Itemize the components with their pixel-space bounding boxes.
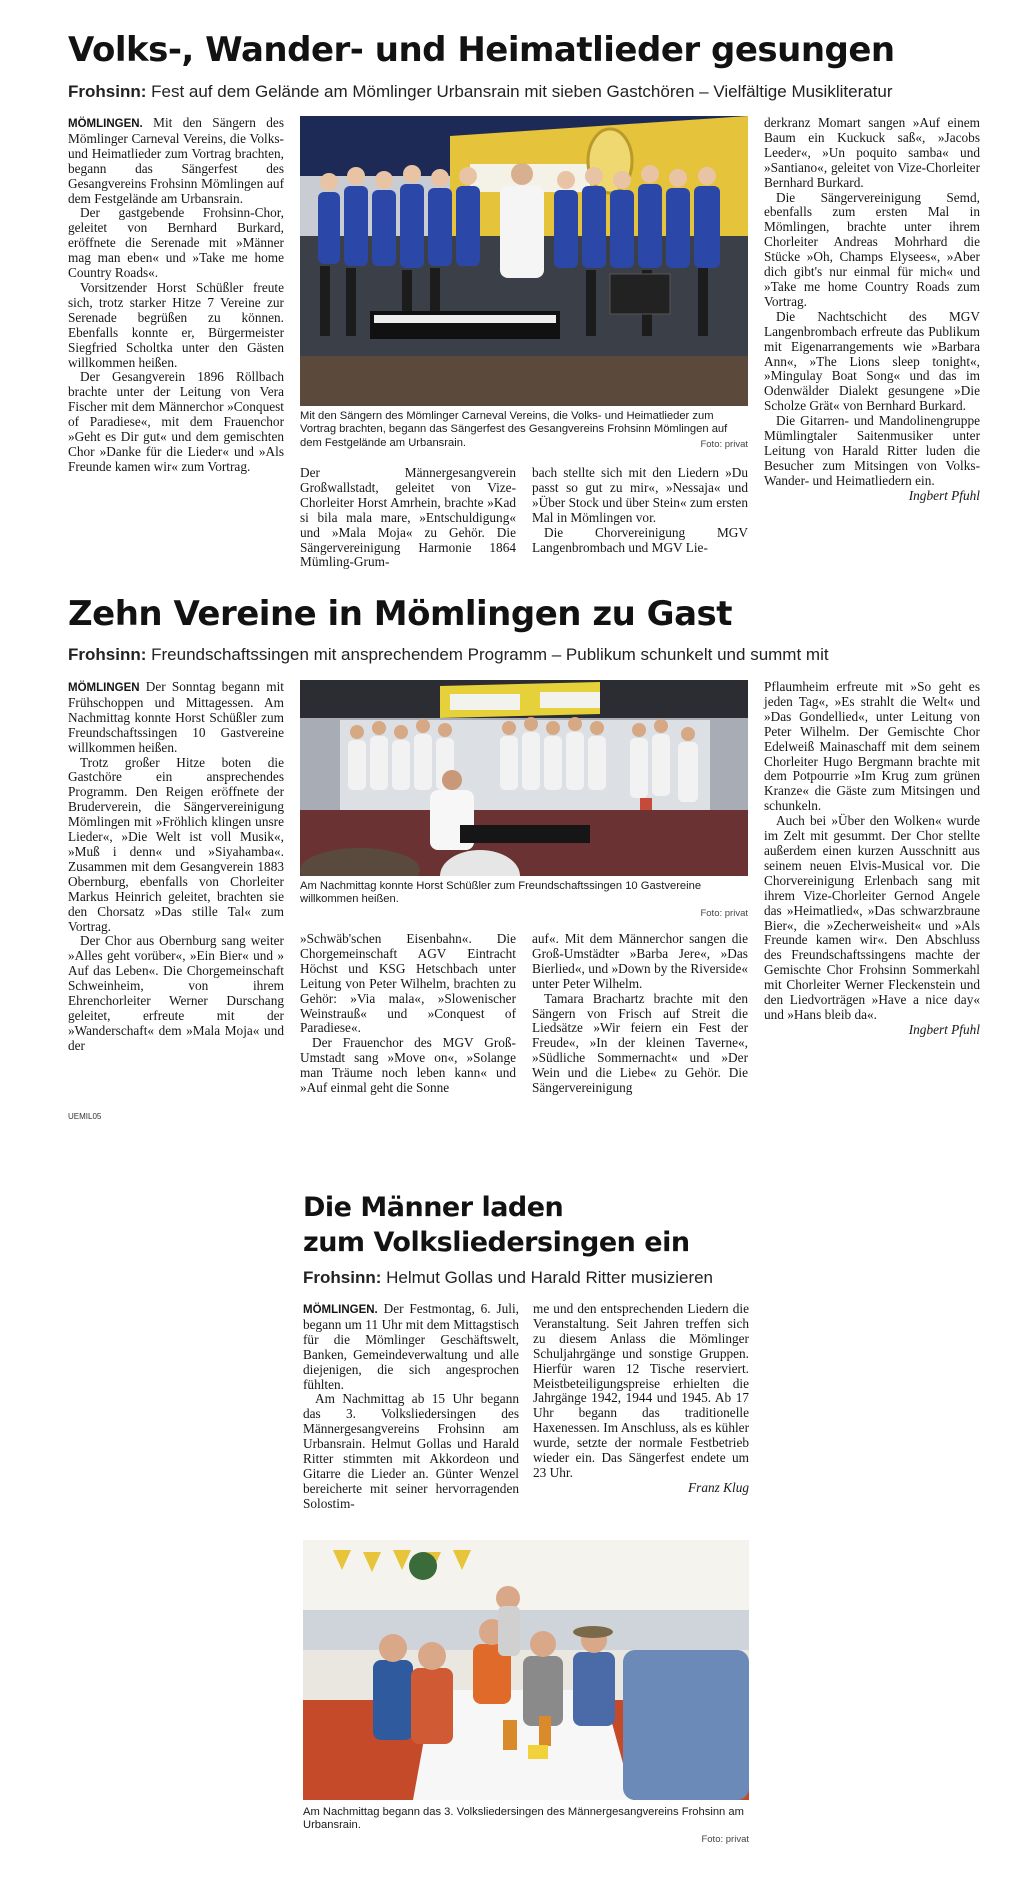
paragraph: Die Nachtschicht des MGV Langenbrombach erfreute das Publikum mit Eigenarrangements wie »Barbara Ann«, »The Lions sleep tonight«, »Mingulay Boat Song« und das im Odenwälder Dialekt gesungene »Die Scholze Grät« von Bernhard Burkard. xyxy=(764,308,980,414)
paragraph: derkranz Momart sangen »Auf einem Baum ein Kuckuck saß«, »Jacobs Leeder«, »Un poquito samba« und »Santiano«, geleitet von Vize-Chorleiter Bernhard Burkard. xyxy=(764,115,980,190)
author: Ingbert Pfuhl xyxy=(908,487,980,503)
dateline: MÖMLINGEN. xyxy=(68,118,143,130)
paragraph: MÖMLINGEN. Der Festmontag, 6. Juli, begann um 11 Uhr mit dem Mittagstisch für die Mömlinger Geschäftswelt, Banken, Gemeindeverwaltung und alle diejenigen, die sich angesprochen fühlten. xyxy=(303,1301,519,1392)
paragraph: Auch bei »Über den Wolken« wurde im Zelt mit gesummt. Der Chor stellte außerdem einen kurzen Ausschnitt aus seinem neuen Elvis-Musical vor. Die Chorvereinigung Erlenbach sang mit ihrem Vize-Chorleiter Gernod Angele das »Heimatlied«, »Das schwarzbraune Bier«, die »Zecherweisheit« und »Als Freunde kamen wir«. Den Abschluss des Freundschaftssingens machte der Gemischte Chor Frohsinn Sommerkahl mit Chorleiter Werner Fleckenstein und den Liedvorträgen »Have a nice day« und »Hans bleib da«. xyxy=(764,813,980,1022)
choir-photo-illustration xyxy=(300,116,748,406)
headline: Zehn Vereine in Mömlingen zu Gast xyxy=(68,594,732,634)
headline-line-2: zum Volksliedersingen ein xyxy=(303,1227,690,1258)
photo-credit: Foto: privat xyxy=(700,439,748,450)
sub-label: Frohsinn: xyxy=(68,82,147,101)
sub-label: Frohsinn: xyxy=(303,1268,382,1287)
article-column-2 xyxy=(300,466,516,570)
article-column-3 xyxy=(532,466,748,555)
author: Franz Klug xyxy=(688,1479,749,1495)
photo-caption: Am Nachmittag begann das 3. Volksliedersingen des Männergesangvereins Frohsinn am Urbansrain. xyxy=(303,1806,744,1832)
dateline: MÖMLINGEN xyxy=(68,682,140,694)
paragraph: Vorsitzender Horst Schüßler freute sich, trotz starker Hitze 7 Vereine zur Serenade begrüßen zu können. Ebenfalls konnte er, Bürgermeister Siegfried Scholtka unter den Gästen willkommen heißen. xyxy=(68,279,284,370)
paragraph: »Schwäb'schen Eisenbahn«. Die Chorgemeinschaft AGV Eintracht Höchst und KSG Hetschbach unter Leitung von Peter Wilhelm, brachten zu Gehör: »Via mala«, »Slowenischer Weinstrauß« und »Conquest of Paradiese«. xyxy=(300,931,516,1036)
paragraph: Der Männergesangverein Großwallstadt, geleitet von Vize-Chorleiter Horst Amrhein, brachte »Kad si bila mala mare, »Entschuldigung« und »Mala Moja« zu Gehör. Die Sängervereinigung Harmonie 1864 Mümling-Grum- xyxy=(300,465,516,570)
article-column-1 xyxy=(303,1302,519,1512)
paragraph: Die Gitarren- und Mandolinengruppe Mümlingtaler Saitenmusiker unter Leitung von Harald Ritter luden die Besucher zum Mitsingen von Volks- Wander- und Heimatliedern ein. xyxy=(764,413,980,488)
article-column-2 xyxy=(533,1302,749,1496)
paragraph: auf«. Mit dem Männerchor sangen die Groß-Umstädter »Barba Jere«, »Das Bierlied«, und »Down by the Riverside« unter Peter Wilhelm. xyxy=(532,931,748,991)
author: Ingbert Pfuhl xyxy=(908,1021,980,1037)
subheadline xyxy=(303,1268,763,1288)
paragraph: me und den entsprechenden Liedern die Veranstaltung. Seit Jahren treffen sich zu diesem Anlass die Mömlinger Schuljahrgänge und sonstige Gruppen. Hierfür waren 12 Tische reserviert. Meistbeteiligungspreise erhielten die Jahrgänge 1942, 1944 und 1945. Ab 17 Uhr begann das traditionelle Haxenessen. Im Anschluss, als es kühler wurde, setzte der normale Festbetrieb wieder ein. Das Sängerfest endete um 23 Uhr. xyxy=(533,1301,749,1480)
choir-tent-illustration xyxy=(300,680,748,876)
article-column-1 xyxy=(68,680,284,1054)
paragraph: Der Gesangverein 1896 Röllbach brachte unter der Leitung von Vera Fischer mit dem Männerchor »Conquest of Paradiese«, mit dem Frauenchor »Geht es Dir gut« und dem gemischten Chor »Danke für die Lieder« und »Als Freunde kamen wir« zum Vortrag. xyxy=(68,369,284,474)
paragraph: MÖMLINGEN Der Sonntag begann mit Frühschoppen und Mittagessen. Am Nachmittag konnte Horst Schüßler zum Freundschaftssingen 10 Gastvereine willkommen heißen. xyxy=(68,679,284,755)
headline-line-1: Die Männer laden xyxy=(303,1192,564,1223)
article-column-4 xyxy=(764,116,980,504)
article-column-4 xyxy=(764,680,980,1038)
paragraph: Die Chorvereinigung MGV Langenbrombach und MGV Lie- xyxy=(532,524,748,555)
festival-guests-illustration xyxy=(303,1540,749,1800)
sub-text: Freundschaftssingen mit ansprechendem Programm – Publikum schunkelt und summt mit xyxy=(146,645,829,664)
paragraph: Der Chor aus Obernburg sang weiter »Alles geht vorüber«, »Ein Bier« und » Auf das Leben«. Die Chorgemeinschaft Schweinheim, von ihrem Ehrenchorleiter Werner Durschang geleitet, erfreute mit der »Wanderschaft« dem »Mala Moja« und der xyxy=(68,933,284,1053)
subheadline xyxy=(68,645,968,665)
sub-label: Frohsinn: xyxy=(68,645,147,664)
paragraph: MÖMLINGEN. Mit den Sängern des Mömlinger Carneval Vereins, die Volks- und Heimatlieder zum Vortrag brachten, begann das Sängerfest des Gesangvereins Frohsinn Mömlingen auf dem Festgelände am Urbansrain. xyxy=(68,115,284,206)
headline xyxy=(303,1190,763,1260)
article-code: UEMIL05 xyxy=(68,1112,102,1121)
headline: Volks-, Wander- und Heimatlieder gesungen xyxy=(68,30,895,70)
article-column-3 xyxy=(532,932,748,1096)
paragraph: bach stellte sich mit den Liedern »Du passt so gut zu mir«, »Nessaja« und »Über Stock und über Stein« zum ersten Mal in Mömlingen vor. xyxy=(532,465,748,525)
photo-choir-stage xyxy=(300,116,748,406)
paragraph: Der gastgebende Frohsinn-Chor, geleitet von Bernhard Burkard, eröffnete die Serenade mit »Männer mag man eben« und »Take me home Country Roads«. xyxy=(68,205,284,281)
photo-credit: Foto: privat xyxy=(701,1834,749,1845)
paragraph: Am Nachmittag ab 15 Uhr begann das 3. Volksliedersingen des Männergesangvereins Frohsinn am Urbansrain. Helmut Gollas und Harald Ritter stimmten mit Akkordeon und Gitarre die Lieder an. Günter Wenzel bereicherte mit seiner hervorragenden Solostim- xyxy=(303,1391,519,1511)
article-column-2 xyxy=(300,932,516,1096)
paragraph: Die Sängervereinigung Semd, ebenfalls zum ersten Mal in Mömlingen, brachte unter ihrem Chorleiter Andreas Mohrhard die Stücke »Oh, Champs Elysees«, »Aber dich gibt's nur einmal für mich« und »Take me home Country Roads zum Vortrag. xyxy=(764,189,980,309)
paragraph: Tamara Brachartz brachte mit den Sängern von Frisch auf Streit die Liedsätze »Wir feiern ein Fest der Freude«, »In der kleinen Taverne«, »Südliche Sommernacht« und »Der Wein und die Liebe« zu Gehör. Die Sängervereinigung xyxy=(532,990,748,1096)
subheadline xyxy=(68,82,968,102)
photo-festival-guests xyxy=(303,1540,749,1800)
article-column-1 xyxy=(68,116,284,475)
paragraph: Der Frauenchor des MGV Groß-Umstadt sang »Move on«, »Solange man Träume noch leben kann« und »Auf einmal geht die Sonne xyxy=(300,1035,516,1096)
sub-text: Fest auf dem Gelände am Mömlinger Urbansrain mit sieben Gastchören – Vielfältige Musikliteratur xyxy=(146,82,893,101)
photo-caption: Mit den Sängern des Mömlinger Carneval Vereins, die Volks- und Heimatlieder zum Vortrag brachten, begann das Sängerfest des Gesangvereins Frohsinn Mömlingen auf dem Festgelände am Urbansrain. xyxy=(300,410,728,449)
sub-text: Helmut Gollas und Harald Ritter musizieren xyxy=(381,1268,714,1287)
paragraph: Trotz großer Hitze boten die Gastchöre ein ansprechendes Programm. Den Reigen eröffnete der Bruderverein, die Sängervereinigung Mömlingen mit »Fröhlich klingen unsre Lieder«, »Die Welt ist voll Musik«, »Muß i denn« und »Siyahamba«. Zusammen mit dem Gesangverein 1883 Obernburg, ebenfalls von Chorleiter Markus Heinrich geleitet, brachten sie den Chorsatz »Das stille Tal« zum Vortrag. xyxy=(68,754,284,934)
photo-credit: Foto: privat xyxy=(700,908,748,919)
photo-caption: Am Nachmittag konnte Horst Schüßler zum Freundschaftssingen 10 Gastvereine willkommen heißen. xyxy=(300,880,702,906)
dateline: MÖMLINGEN. xyxy=(303,1304,378,1316)
paragraph: Pflaumheim erfreute mit »So geht es jeden Tag«, »Es strahlt die Welt« und »Das Gondellied«, unter Leitung von Peter Wilhelm. Der Gemischte Chor Edelweiß Mainaschaff mit dem seinem Chorleiter Hugo Bergmann brachte mit dem Potpourrie »Im Krug zum grünen Kranze« die Gäste zum Mitsingen und schunkeln. xyxy=(764,679,980,814)
photo-choir-tent xyxy=(300,680,748,876)
